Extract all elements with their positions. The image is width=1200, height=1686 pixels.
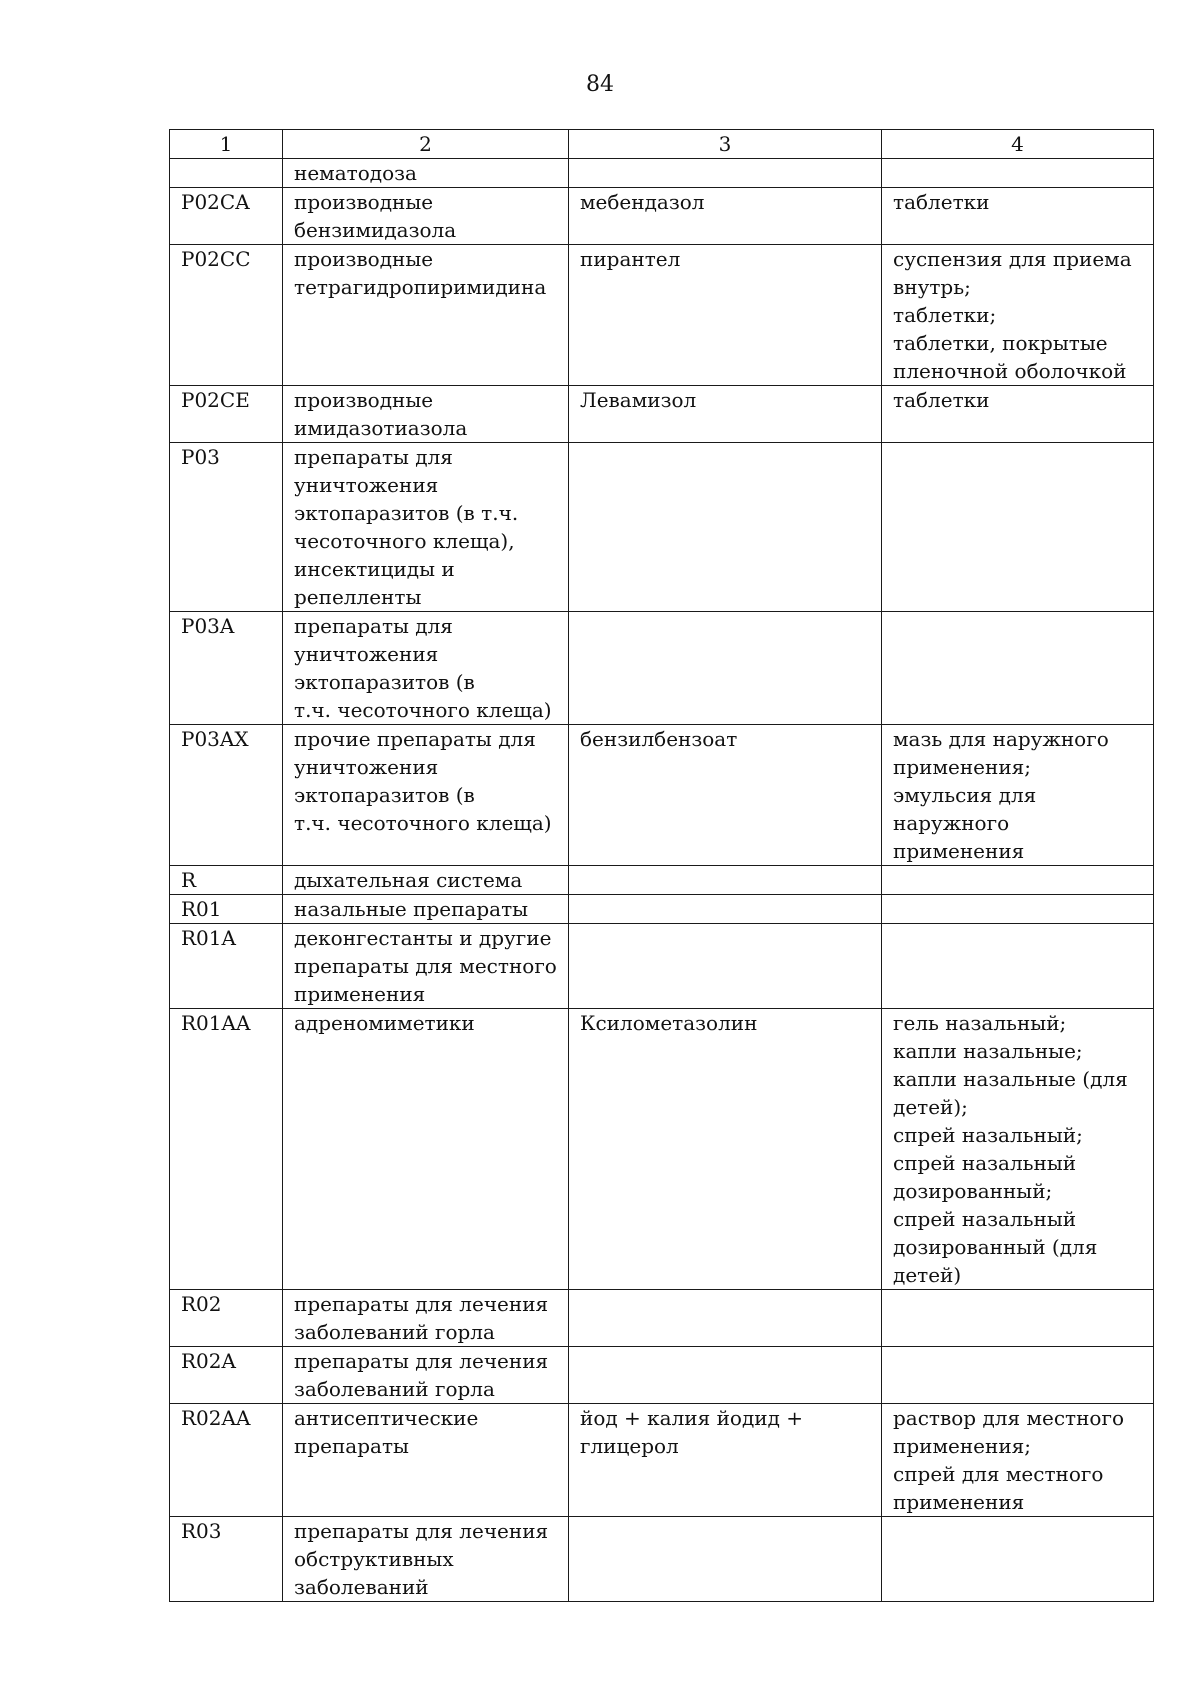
atc-code-cell: P03 <box>170 443 283 612</box>
substance-cell <box>569 612 882 725</box>
dosage-form-cell <box>882 1347 1154 1404</box>
atc-code-cell: R02A <box>170 1347 283 1404</box>
column-header: 3 <box>569 130 882 159</box>
substance-cell <box>569 895 882 924</box>
table-row <box>170 1517 1154 1602</box>
group-name-cell: препараты для лечения заболеваний горла <box>283 1347 569 1404</box>
substance-cell: бензилбензоат <box>569 725 882 866</box>
table-row <box>170 612 1154 725</box>
group-name-cell: препараты для лечения заболеваний горла <box>283 1290 569 1347</box>
atc-code-cell: P02CE <box>170 386 283 443</box>
substance-cell <box>569 924 882 1009</box>
dosage-form-cell <box>882 1290 1154 1347</box>
table-body <box>170 130 1154 1602</box>
table-row <box>170 1404 1154 1517</box>
substance-cell <box>569 159 882 188</box>
table-row <box>170 188 1154 245</box>
table-row <box>170 1347 1154 1404</box>
atc-code-cell: R01 <box>170 895 283 924</box>
substance-cell <box>569 1517 882 1602</box>
atc-code-cell: R02AA <box>170 1404 283 1517</box>
group-name-cell: назальные препараты <box>283 895 569 924</box>
atc-code-cell: R03 <box>170 1517 283 1602</box>
dosage-form-cell <box>882 895 1154 924</box>
table-row <box>170 386 1154 443</box>
group-name-cell: производные тетрагидропиримидина <box>283 245 569 386</box>
column-header: 1 <box>170 130 283 159</box>
substance-cell: пирантел <box>569 245 882 386</box>
group-name-cell: дыхательная система <box>283 866 569 895</box>
substance-cell: йод + калия йодид + глицерол <box>569 1404 882 1517</box>
substance-cell: Левамизол <box>569 386 882 443</box>
substance-cell <box>569 443 882 612</box>
table-row <box>170 725 1154 866</box>
dosage-form-cell <box>882 1517 1154 1602</box>
atc-code-cell: R01A <box>170 924 283 1009</box>
atc-code-cell: P02CC <box>170 245 283 386</box>
atc-code-cell: R02 <box>170 1290 283 1347</box>
dosage-form-cell: суспензия для приема внутрь; таблетки; таблетки, покрытые пленочной оболочкой <box>882 245 1154 386</box>
group-name-cell: производные имидазотиазола <box>283 386 569 443</box>
page-number: 84 <box>586 72 614 97</box>
substance-cell <box>569 1290 882 1347</box>
dosage-form-cell <box>882 612 1154 725</box>
dosage-form-cell: раствор для местного применения; спрей для местного применения <box>882 1404 1154 1517</box>
group-name-cell: препараты для уничтожения эктопаразитов (в т.ч. чесоточного клеща), инсектициды и репелленты <box>283 443 569 612</box>
dosage-form-cell: таблетки <box>882 386 1154 443</box>
table-header-row <box>170 130 1154 159</box>
column-header: 2 <box>283 130 569 159</box>
group-name-cell: производные бензимидазола <box>283 188 569 245</box>
table-row <box>170 443 1154 612</box>
substance-cell <box>569 866 882 895</box>
table-row <box>170 245 1154 386</box>
dosage-form-cell <box>882 924 1154 1009</box>
atc-code-cell: R <box>170 866 283 895</box>
atc-code-cell: P03AX <box>170 725 283 866</box>
dosage-form-cell <box>882 443 1154 612</box>
table-row <box>170 159 1154 188</box>
group-name-cell: антисептические препараты <box>283 1404 569 1517</box>
atc-code-cell: P03A <box>170 612 283 725</box>
column-header: 4 <box>882 130 1154 159</box>
group-name-cell: препараты для уничтожения эктопаразитов (в т.ч. чесоточного клеща) <box>283 612 569 725</box>
dosage-form-cell: мазь для наружного применения; эмульсия для наружного применения <box>882 725 1154 866</box>
group-name-cell: нематодоза <box>283 159 569 188</box>
table-row <box>170 924 1154 1009</box>
table-row <box>170 895 1154 924</box>
substance-cell <box>569 1347 882 1404</box>
group-name-cell: препараты для лечения обструктивных заболеваний <box>283 1517 569 1602</box>
group-name-cell: адреномиметики <box>283 1009 569 1290</box>
substance-cell: Ксилометазолин <box>569 1009 882 1290</box>
dosage-form-cell <box>882 159 1154 188</box>
atc-code-cell <box>170 159 283 188</box>
dosage-form-cell: таблетки <box>882 188 1154 245</box>
group-name-cell: прочие препараты для уничтожения эктопаразитов (в т.ч. чесоточного клеща) <box>283 725 569 866</box>
drug-classification-table <box>169 129 1154 1602</box>
atc-code-cell: P02CA <box>170 188 283 245</box>
substance-cell: мебендазол <box>569 188 882 245</box>
dosage-form-cell <box>882 866 1154 895</box>
group-name-cell: деконгестанты и другие препараты для местного применения <box>283 924 569 1009</box>
table-row <box>170 1009 1154 1290</box>
table-row <box>170 866 1154 895</box>
table-row <box>170 1290 1154 1347</box>
dosage-form-cell: гель назальный; капли назальные; капли назальные (для детей); спрей назальный; спрей назальный дозированный; спрей назальный дозированный (для детей) <box>882 1009 1154 1290</box>
atc-code-cell: R01AA <box>170 1009 283 1290</box>
